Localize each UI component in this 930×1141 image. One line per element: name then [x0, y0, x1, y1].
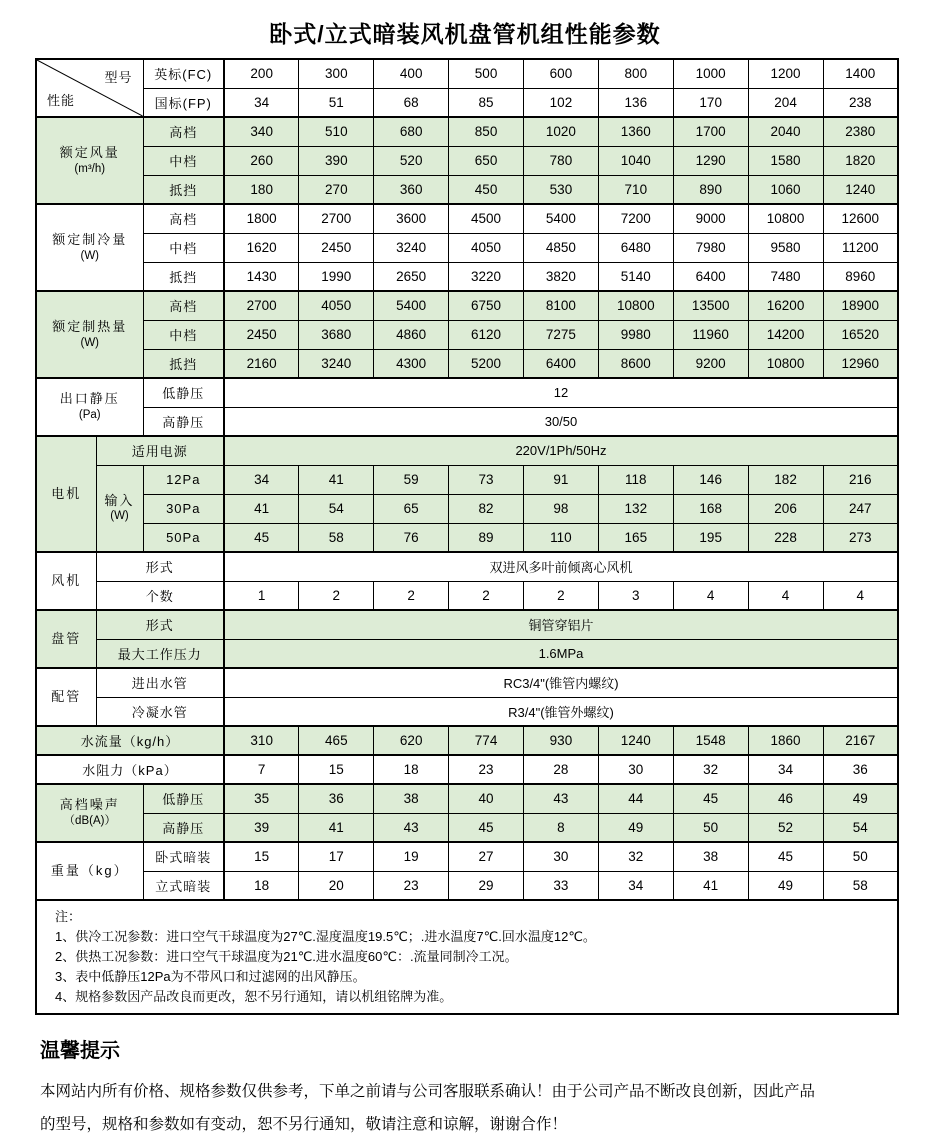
value-cell: 1200 — [748, 59, 823, 88]
table-row — [36, 349, 898, 378]
value-cell: 3820 — [524, 262, 599, 291]
table-row — [36, 320, 898, 349]
value-cell: 7 — [224, 755, 299, 784]
corner-cell — [36, 59, 143, 117]
value-cell: 45 — [449, 813, 524, 842]
value-cell: 12600 — [823, 204, 898, 233]
value-cell: 11200 — [823, 233, 898, 262]
group-unit-text: (W) — [80, 249, 99, 262]
value-cell: 45 — [673, 784, 748, 813]
value-cell: 800 — [598, 59, 673, 88]
value-cell: 1990 — [299, 262, 374, 291]
row-label-coil-pressure: 最大工作压力 — [96, 639, 224, 668]
value-cell: 5400 — [524, 204, 599, 233]
value-cell: 39 — [224, 813, 299, 842]
value-cell: 710 — [598, 175, 673, 204]
value-cell: 15 — [299, 755, 374, 784]
row-label: 30Pa — [143, 494, 224, 523]
notes-title: 注： — [55, 909, 82, 924]
value-cell: 146 — [673, 465, 748, 494]
value-cell: 195 — [673, 523, 748, 552]
table-row — [36, 610, 898, 639]
value-cell: 91 — [524, 465, 599, 494]
value-cell: 58 — [823, 871, 898, 900]
value-cell: 530 — [524, 175, 599, 204]
row-label-fan-count: 个数 — [96, 581, 224, 610]
value-cell: 1240 — [598, 726, 673, 755]
value-cell: 4 — [673, 581, 748, 610]
value-cell: 930 — [524, 726, 599, 755]
value-cell: 3240 — [299, 349, 374, 378]
value-cell: 2167 — [823, 726, 898, 755]
value-cell: 216 — [823, 465, 898, 494]
row-label: 12Pa — [143, 465, 224, 494]
value-cell: 118 — [598, 465, 673, 494]
value-cell: 49 — [748, 871, 823, 900]
row-label: 高档 — [143, 117, 224, 146]
note-line: 3、表中低静压12Pa为不带风口和过滤网的出风静压。 — [55, 969, 366, 984]
value-cell: 10800 — [598, 291, 673, 320]
row-label: 抵挡 — [143, 175, 224, 204]
row-label-fc: 英标(FC) — [143, 59, 224, 88]
row-label: 抵挡 — [143, 349, 224, 378]
value-cell: 774 — [449, 726, 524, 755]
row-label-fp: 国标(FP) — [143, 88, 224, 117]
table-row — [36, 117, 898, 146]
group-unit-text: (m³/h) — [74, 162, 106, 175]
value-cell: 65 — [374, 494, 449, 523]
value-cell: 1060 — [748, 175, 823, 204]
row-label: 中档 — [143, 146, 224, 175]
value-cell: 13500 — [673, 291, 748, 320]
group-label-water-flow: 水流量（kg/h） — [36, 726, 224, 755]
value-cell: 165 — [598, 523, 673, 552]
value-cell: 19 — [374, 842, 449, 871]
value-cell: 30/50 — [224, 407, 898, 436]
value-cell: 5400 — [374, 291, 449, 320]
value-cell: 98 — [524, 494, 599, 523]
value-cell: 28 — [524, 755, 599, 784]
value-cell: 12 — [224, 378, 898, 407]
value-cell: 3600 — [374, 204, 449, 233]
value-cell: 204 — [748, 88, 823, 117]
value-cell: 2700 — [299, 204, 374, 233]
corner-label-model: 型号 — [104, 70, 133, 85]
value-cell: 9980 — [598, 320, 673, 349]
table-row — [36, 494, 898, 523]
value-cell: 54 — [823, 813, 898, 842]
value-cell: 2 — [524, 581, 599, 610]
table-row — [36, 552, 898, 581]
row-label-coil-type: 形式 — [96, 610, 224, 639]
value-cell: 2380 — [823, 117, 898, 146]
value-cell: 11960 — [673, 320, 748, 349]
value-cell: 59 — [374, 465, 449, 494]
value-cell: 49 — [598, 813, 673, 842]
group-label-text: 出口静压 — [59, 391, 120, 407]
value-cell: 7200 — [598, 204, 673, 233]
row-label: 50Pa — [143, 523, 224, 552]
value-cell: 20 — [299, 871, 374, 900]
value-cell: 1548 — [673, 726, 748, 755]
value-cell: 136 — [598, 88, 673, 117]
value-cell: 310 — [224, 726, 299, 755]
table-row — [36, 291, 898, 320]
row-label: 低静压 — [143, 378, 224, 407]
value-cell: 680 — [374, 117, 449, 146]
value-cell: 500 — [449, 59, 524, 88]
value-cell: 3220 — [449, 262, 524, 291]
value-cell: 51 — [299, 88, 374, 117]
table-row — [36, 146, 898, 175]
group-unit-text: (W) — [80, 336, 99, 349]
group-label-text: 高档噪声 — [59, 797, 120, 813]
value-cell: 2 — [374, 581, 449, 610]
row-label: 立式暗装 — [143, 871, 224, 900]
table-row-notes — [36, 900, 898, 1014]
table-row — [36, 436, 898, 465]
value-cell: RC3/4"(锥管内螺纹) — [224, 668, 898, 697]
value-cell: 3 — [598, 581, 673, 610]
value-cell: 1860 — [748, 726, 823, 755]
value-cell: 2040 — [748, 117, 823, 146]
table-row — [36, 523, 898, 552]
value-cell: 8600 — [598, 349, 673, 378]
value-cell: 9000 — [673, 204, 748, 233]
value-cell: 41 — [673, 871, 748, 900]
table-row — [36, 581, 898, 610]
row-label-power-supply: 适用电源 — [96, 436, 224, 465]
value-cell: 465 — [299, 726, 374, 755]
value-cell: 5200 — [449, 349, 524, 378]
value-cell: 7480 — [748, 262, 823, 291]
value-cell: 49 — [823, 784, 898, 813]
value-cell: 390 — [299, 146, 374, 175]
notes-cell — [36, 900, 898, 1014]
group-label-text: 输入 — [104, 492, 135, 508]
value-cell: 4 — [823, 581, 898, 610]
group-label-motor: 电机 — [36, 436, 96, 552]
table-row — [36, 175, 898, 204]
value-cell: 510 — [299, 117, 374, 146]
table-row — [36, 871, 898, 900]
group-label-weight: 重量（kg） — [36, 842, 143, 900]
value-cell: 58 — [299, 523, 374, 552]
value-cell: 16200 — [748, 291, 823, 320]
value-cell: 12960 — [823, 349, 898, 378]
group-label-fan: 风机 — [36, 552, 96, 610]
value-cell: 16520 — [823, 320, 898, 349]
value-cell: 260 — [224, 146, 299, 175]
value-cell: 360 — [374, 175, 449, 204]
value-cell: 1020 — [524, 117, 599, 146]
value-cell: 4050 — [299, 291, 374, 320]
group-label-text: 额定风量 — [59, 144, 120, 160]
group-unit-text: (Pa) — [78, 409, 101, 422]
table-row — [36, 233, 898, 262]
table-row — [36, 465, 898, 494]
value-cell: 36 — [823, 755, 898, 784]
note-line: 4、规格参数因产品改良而更改，恕不另行通知，请以机组铭牌为准。 — [55, 989, 453, 1004]
value-cell: 2450 — [299, 233, 374, 262]
value-cell: 8100 — [524, 291, 599, 320]
value-cell: 44 — [598, 784, 673, 813]
value-cell: 1360 — [598, 117, 673, 146]
value-cell: 铜管穿铝片 — [224, 610, 898, 639]
value-cell: 52 — [748, 813, 823, 842]
group-label-airflow — [36, 117, 143, 204]
value-cell: 89 — [449, 523, 524, 552]
value-cell: 340 — [224, 117, 299, 146]
value-cell: 520 — [374, 146, 449, 175]
value-cell: 41 — [299, 465, 374, 494]
row-label: 中档 — [143, 320, 224, 349]
value-cell: 5140 — [598, 262, 673, 291]
table-row — [36, 378, 898, 407]
value-cell: 43 — [524, 784, 599, 813]
corner-label-performance: 性能 — [47, 93, 76, 108]
value-cell: 17 — [299, 842, 374, 871]
value-cell: 46 — [748, 784, 823, 813]
value-cell: 6400 — [524, 349, 599, 378]
value-cell: 18 — [224, 871, 299, 900]
tips-line: 的型号，规格和参数如有变动，恕不另行通知，敬请注意和谅解，谢谢合作！ — [40, 1116, 568, 1133]
table-row — [36, 639, 898, 668]
value-cell: 73 — [449, 465, 524, 494]
value-cell: 6480 — [598, 233, 673, 262]
value-cell: 27 — [449, 842, 524, 871]
value-cell: 102 — [524, 88, 599, 117]
value-cell: 4 — [748, 581, 823, 610]
value-cell: 15 — [224, 842, 299, 871]
value-cell: 38 — [673, 842, 748, 871]
value-cell: 4860 — [374, 320, 449, 349]
table-row — [36, 813, 898, 842]
tips-title: 温馨提示 — [40, 1040, 120, 1062]
group-label-text: 额定制热量 — [52, 318, 128, 334]
group-label-static-pressure — [36, 378, 143, 436]
value-cell: 1290 — [673, 146, 748, 175]
value-cell: 23 — [449, 755, 524, 784]
value-cell: 3680 — [299, 320, 374, 349]
value-cell: 132 — [598, 494, 673, 523]
group-label-text: 额定制冷量 — [52, 231, 128, 247]
value-cell: 7275 — [524, 320, 599, 349]
value-cell: 850 — [449, 117, 524, 146]
value-cell: 50 — [823, 842, 898, 871]
value-cell: 4300 — [374, 349, 449, 378]
table-row — [36, 784, 898, 813]
value-cell: 34 — [224, 88, 299, 117]
value-cell: 650 — [449, 146, 524, 175]
group-unit-text: （dB(A)） — [63, 815, 116, 828]
value-cell: 18 — [374, 755, 449, 784]
value-cell: 1040 — [598, 146, 673, 175]
table-row — [36, 407, 898, 436]
row-label: 高档 — [143, 204, 224, 233]
table-row-fc — [36, 59, 898, 88]
value-cell: 1.6MPa — [224, 639, 898, 668]
group-label-noise — [36, 784, 143, 842]
value-cell: 2700 — [224, 291, 299, 320]
table-row — [36, 668, 898, 697]
group-label-water-resistance: 水阻力（kPa） — [36, 755, 224, 784]
value-cell: R3/4"(锥管外螺纹) — [224, 697, 898, 726]
row-label: 高静压 — [143, 407, 224, 436]
value-cell: 34 — [598, 871, 673, 900]
value-cell: 220V/1Ph/50Hz — [224, 436, 898, 465]
value-cell: 168 — [673, 494, 748, 523]
value-cell: 6750 — [449, 291, 524, 320]
value-cell: 2 — [299, 581, 374, 610]
value-cell: 36 — [299, 784, 374, 813]
tips-section — [40, 1034, 892, 1141]
value-cell: 85 — [449, 88, 524, 117]
value-cell: 2 — [449, 581, 524, 610]
value-cell: 10800 — [748, 204, 823, 233]
value-cell: 600 — [524, 59, 599, 88]
value-cell: 50 — [673, 813, 748, 842]
group-label-coil: 盘管 — [36, 610, 96, 668]
value-cell: 2160 — [224, 349, 299, 378]
table-row — [36, 842, 898, 871]
value-cell: 23 — [374, 871, 449, 900]
value-cell: 7980 — [673, 233, 748, 262]
value-cell: 9580 — [748, 233, 823, 262]
value-cell: 620 — [374, 726, 449, 755]
row-label: 高静压 — [143, 813, 224, 842]
value-cell: 238 — [823, 88, 898, 117]
value-cell: 110 — [524, 523, 599, 552]
value-cell: 780 — [524, 146, 599, 175]
value-cell: 182 — [748, 465, 823, 494]
value-cell: 1430 — [224, 262, 299, 291]
row-label-drain-pipe: 冷凝水管 — [96, 697, 224, 726]
row-label-fan-type: 形式 — [96, 552, 224, 581]
value-cell: 35 — [224, 784, 299, 813]
value-cell: 300 — [299, 59, 374, 88]
row-label-inlet-pipe: 进出水管 — [96, 668, 224, 697]
value-cell: 6400 — [673, 262, 748, 291]
value-cell: 228 — [748, 523, 823, 552]
value-cell: 1580 — [748, 146, 823, 175]
group-label-cooling — [36, 204, 143, 291]
table-row — [36, 755, 898, 784]
value-cell: 1 — [224, 581, 299, 610]
group-label-piping: 配管 — [36, 668, 96, 726]
value-cell: 180 — [224, 175, 299, 204]
value-cell: 273 — [823, 523, 898, 552]
value-cell: 170 — [673, 88, 748, 117]
value-cell: 34 — [748, 755, 823, 784]
value-cell: 6120 — [449, 320, 524, 349]
value-cell: 8 — [524, 813, 599, 842]
value-cell: 29 — [449, 871, 524, 900]
value-cell: 4050 — [449, 233, 524, 262]
spec-table — [35, 58, 899, 1015]
value-cell: 9200 — [673, 349, 748, 378]
value-cell: 4500 — [449, 204, 524, 233]
tips-line: 本网站内所有价格、规格参数仅供参考，下单之前请与公司客服联系确认！由于公司产品不断改良创新，因此产品 — [40, 1083, 816, 1100]
row-label: 低静压 — [143, 784, 224, 813]
value-cell: 400 — [374, 59, 449, 88]
value-cell: 76 — [374, 523, 449, 552]
note-line: 2、供热工况参数：进口空气干球温度为21℃.进水温度60℃：.流量同制冷工况。 — [55, 949, 518, 964]
value-cell: 45 — [224, 523, 299, 552]
value-cell: 32 — [598, 842, 673, 871]
note-line: 1、供冷工况参数：进口空气干球温度为27℃.湿度温度19.5℃；.进水温度7℃.回水温度12℃。 — [55, 929, 596, 944]
row-label: 高档 — [143, 291, 224, 320]
value-cell: 68 — [374, 88, 449, 117]
value-cell: 45 — [748, 842, 823, 871]
value-cell: 206 — [748, 494, 823, 523]
value-cell: 247 — [823, 494, 898, 523]
value-cell: 32 — [673, 755, 748, 784]
value-cell: 890 — [673, 175, 748, 204]
value-cell: 82 — [449, 494, 524, 523]
value-cell: 1820 — [823, 146, 898, 175]
value-cell: 14200 — [748, 320, 823, 349]
value-cell: 450 — [449, 175, 524, 204]
table-row — [36, 726, 898, 755]
value-cell: 2450 — [224, 320, 299, 349]
group-label-motor-input — [96, 465, 143, 552]
value-cell: 1620 — [224, 233, 299, 262]
table-row — [36, 204, 898, 233]
value-cell: 41 — [224, 494, 299, 523]
table-row — [36, 697, 898, 726]
value-cell: 1240 — [823, 175, 898, 204]
value-cell: 33 — [524, 871, 599, 900]
value-cell: 1400 — [823, 59, 898, 88]
value-cell: 40 — [449, 784, 524, 813]
value-cell: 200 — [224, 59, 299, 88]
value-cell: 34 — [224, 465, 299, 494]
value-cell: 双进风多叶前倾离心风机 — [224, 552, 898, 581]
value-cell: 3240 — [374, 233, 449, 262]
row-label: 卧式暗装 — [143, 842, 224, 871]
value-cell: 38 — [374, 784, 449, 813]
value-cell: 41 — [299, 813, 374, 842]
page-title: 卧式/立式暗装风机盘管机组性能参数 — [269, 21, 661, 47]
value-cell: 18900 — [823, 291, 898, 320]
row-label: 中档 — [143, 233, 224, 262]
group-unit-text: (W) — [110, 510, 129, 523]
value-cell: 270 — [299, 175, 374, 204]
value-cell: 43 — [374, 813, 449, 842]
row-label: 抵挡 — [143, 262, 224, 291]
group-label-heating — [36, 291, 143, 378]
value-cell: 4850 — [524, 233, 599, 262]
value-cell: 30 — [598, 755, 673, 784]
value-cell: 1700 — [673, 117, 748, 146]
value-cell: 30 — [524, 842, 599, 871]
table-row — [36, 262, 898, 291]
value-cell: 8960 — [823, 262, 898, 291]
value-cell: 2650 — [374, 262, 449, 291]
value-cell: 1000 — [673, 59, 748, 88]
value-cell: 10800 — [748, 349, 823, 378]
value-cell: 1800 — [224, 204, 299, 233]
value-cell: 54 — [299, 494, 374, 523]
table-row-fp — [36, 88, 898, 117]
